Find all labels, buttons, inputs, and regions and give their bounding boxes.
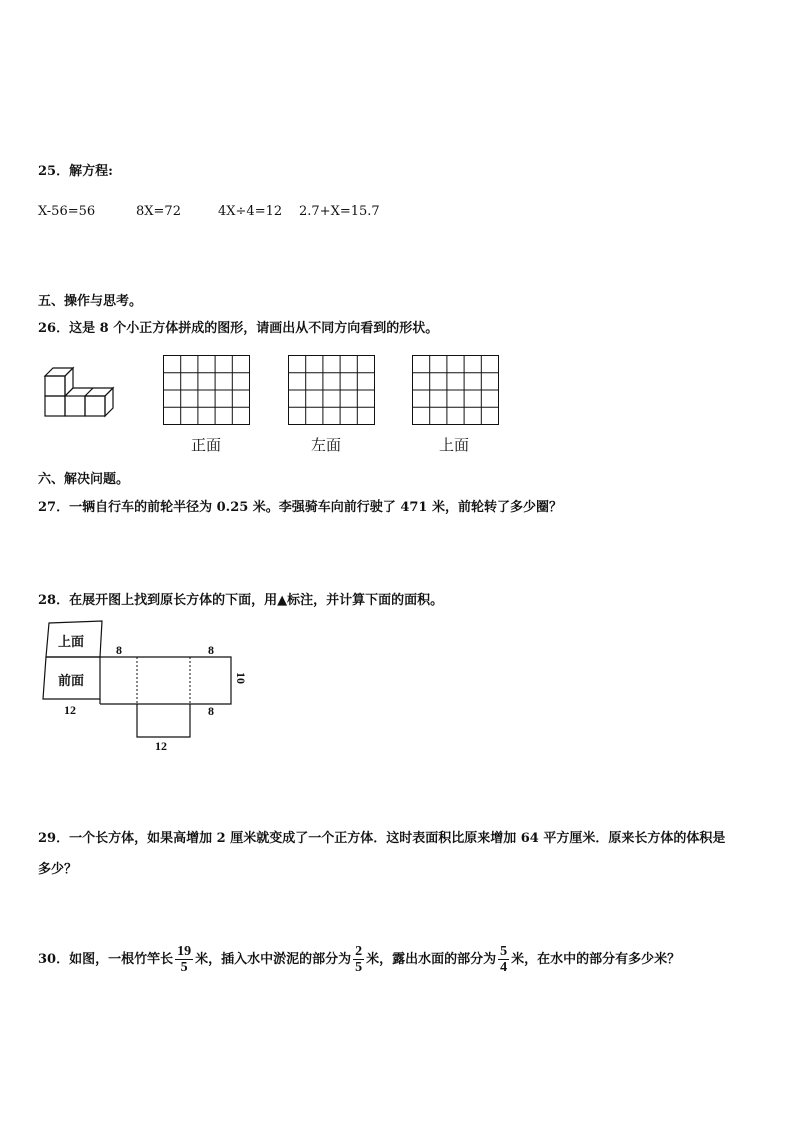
face-top-label: 上面	[58, 635, 85, 650]
cuboid-net[interactable]	[36, 615, 256, 755]
q30-part4: 米，在水中的部分有多少米？	[511, 952, 681, 967]
q30-part3: 米，露出水面的部分为	[366, 952, 497, 967]
q30-text	[38, 944, 680, 975]
dim-bottom-8: 8	[208, 704, 214, 718]
q26-text: 26．这是 8 个小正方体拼成的图形，请画出从不同方向看到的形状。	[38, 321, 439, 336]
q29-line1: 29．一个长方体，如果高增加 2 厘米就变成了一个正方体．这时表面积比原来增加 64 平方厘米．原来长方体的体积是	[38, 831, 726, 846]
grid-left[interactable]	[288, 355, 376, 426]
fraction-2-5: $\frac{2}{5}$	[355, 944, 363, 975]
dim-bottom-12-left: 12	[64, 703, 76, 717]
dim-side-10: 10	[234, 672, 248, 684]
dim-top-8-right: 8	[208, 643, 214, 657]
grid-front[interactable]	[163, 355, 251, 426]
fraction-19-5: $\frac{19}{5}$	[177, 944, 192, 975]
section-5-title: 五、操作与思考。	[38, 294, 143, 309]
q30-part2: 米，插入水中淤泥的部分为	[195, 952, 352, 967]
equation-4: 2.7+X=15.7	[299, 204, 380, 219]
q25-title: 25．解方程:	[38, 164, 113, 179]
q29-line2: 多少？	[38, 862, 78, 877]
equation-2: 8X=72	[136, 204, 181, 219]
label-left: 左面	[311, 436, 342, 454]
label-top: 上面	[439, 436, 470, 454]
q28-text: 28．在展开图上找到原长方体的下面，用▲标注，并计算下面的面积。	[38, 593, 444, 608]
fraction-5-4: $\frac{5}{4}$	[500, 944, 508, 975]
q30-part1: 30．如图，一根竹竿长	[38, 952, 174, 967]
dim-bottom-12: 12	[155, 739, 167, 753]
equation-3: 4X÷4=12	[218, 204, 283, 219]
dim-top-8-left: 8	[116, 643, 122, 657]
section-6-title: 六、解决问题。	[38, 472, 130, 487]
cube-figure	[40, 357, 130, 422]
q27-text: 27．一辆自行车的前轮半径为 0.25 米。李强骑车向前行驶了 471 米，前轮转了多少圈？	[38, 500, 562, 515]
equation-1: X-56=56	[38, 204, 96, 219]
face-front-label: 前面	[58, 674, 85, 689]
label-front: 正面	[191, 436, 222, 454]
grid-top[interactable]	[412, 355, 500, 426]
